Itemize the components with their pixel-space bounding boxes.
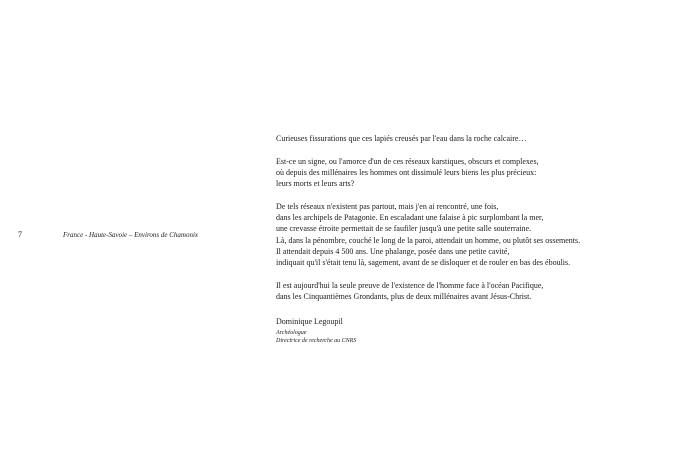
author-affiliation: Directrice de recherche au CNRS [276,338,357,345]
text-line: Il est aujourd'hui la seule preuve de l'existence de l'homme face à l'océan Pacifique, [276,280,544,290]
text-line: dans les archipels de Patagonie. En escaladant une falaise à pic surplombant la mer, [276,213,544,223]
page-number: 7 [18,230,22,239]
paragraph-intro [276,133,676,144]
text-line: une crevasse étroite permettait de se faufiler jusqu'à une petite salle souterraine. [276,224,532,234]
text-line: Là, dans la pénombre, couché le long de la paroi, attendait un homme, ou plutôt ses ossements. [276,235,581,245]
text-line: dans les Cinquantièmes Grondants, plus de deux millénaires avant Jésus-Christ. [276,292,532,302]
author-name: Dominique Legoupil [276,317,343,327]
text-line: leurs morts et leurs arts? [276,179,355,189]
paragraph-patagonia [276,201,676,269]
text-line: où depuis des millénaires les hommes ont dissimulé leurs biens les plus précieux: [276,167,537,177]
text-line: Il attendait depuis 4 500 ans. Une phalange, posée dans une petite cavité, [276,246,510,256]
text-line: indiquait qu'il s'était tenu là, sagement, avant de se disloquer et de rouler en bas des éboulis. [276,258,571,268]
paragraph-conclusion [276,280,676,303]
text-line: De tels réseaux n'existent pas partout, mais j'en ai rencontré, une fois, [276,201,499,211]
signature-block [276,316,676,345]
text-line: Curieuses fissurations que ces lapiés creusés par l'eau dans la roche calcaire… [276,134,527,143]
text-column [276,133,676,345]
text-line: Est-ce un signe, ou l'amorce d'un de ces réseaux karstiques, obscurs et complexes, [276,156,539,166]
author-role: Archéologue [276,330,307,337]
location-caption: France - Haute-Savoie – Environs de Chamonix [63,231,199,239]
paragraph-question [276,156,676,190]
